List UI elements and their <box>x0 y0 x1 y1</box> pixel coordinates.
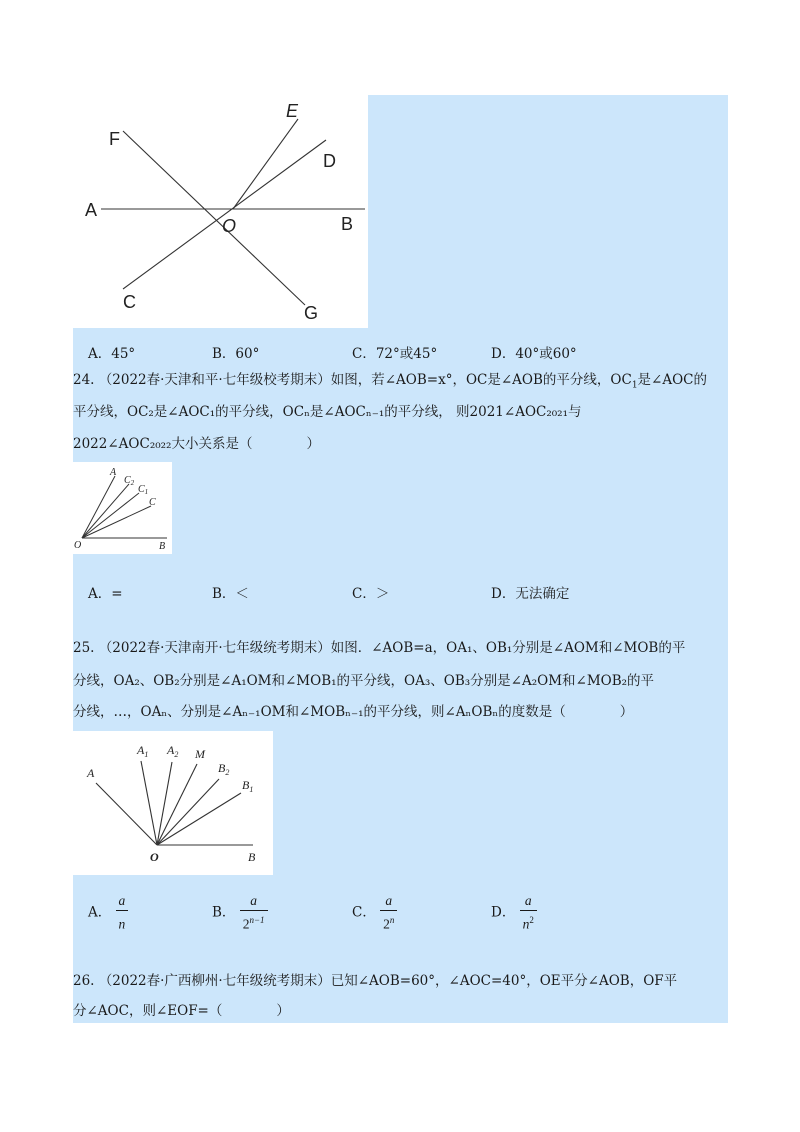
q24-option-c: C．＞ <box>352 586 390 602</box>
q25-option-c: C． $\frac{a}{2^n}$ <box>352 892 397 934</box>
q24-line-2: 平分线，OC₂是∠AOC₁的平分线，OCₙ是∠AOCₙ₋₁的平分线， 则2021∠AOC₂₀₂₁与 <box>73 404 582 420</box>
q26-line-1: 26. （2022春·广西柳州·七年级统考期末）已知∠AOB=60°，∠AOC=40°，OE平分∠AOB，OF平 <box>73 973 678 989</box>
label-G: G <box>304 303 319 323</box>
label-B: B <box>159 541 166 552</box>
label-A: A <box>85 200 98 220</box>
label-C2: $C_2$ <box>124 475 135 487</box>
label-F: F <box>109 129 120 149</box>
q25-option-a: A． $\frac{a}{n}$ <box>88 892 128 934</box>
label-M: M <box>195 747 205 761</box>
question-source: （2022春·天津和平·七年级校考期末） <box>98 372 331 388</box>
q23-option-a: A．45° <box>88 346 136 362</box>
question-number: 25. <box>73 640 95 656</box>
question-source: （2022春·广西柳州·七年级统考期末） <box>98 973 331 989</box>
label-O: O <box>150 850 159 864</box>
highlight-block-top <box>368 95 728 329</box>
q24-option-b: B．＜ <box>212 586 249 602</box>
q23-option-d: D．40°或60° <box>491 346 577 362</box>
q24-line-3: 2022∠AOC₂₀₂₂大小关系是（ ） <box>73 436 320 452</box>
label-D: D <box>323 151 336 171</box>
q24-option-a: A．= <box>88 586 123 602</box>
question-source: （2022春·天津南开·七年级统考期末） <box>98 640 331 656</box>
q24-line-1: 24. （2022春·天津和平·七年级校考期末）如图，若∠AOB=x°，OC是∠AOB的平分线，$OC_1$是∠AOC的 <box>73 372 708 391</box>
label-O: O <box>222 216 237 236</box>
label-B2: $B_2$ <box>218 761 230 777</box>
figure-angle-bisectors-25 <box>73 731 273 875</box>
label-O: O <box>74 540 82 551</box>
q23-option-c: C．72°或45° <box>352 346 438 362</box>
label-C: C <box>123 292 136 312</box>
q24-option-d: D．无法确定 <box>491 586 570 602</box>
figure-angle-bisectors-24 <box>73 462 172 554</box>
label-C1: $C_1$ <box>138 484 149 496</box>
label-A1: $A_1$ <box>137 743 149 759</box>
label-B: B <box>341 214 354 234</box>
q25-line-3: 分线，…，OAₙ、分别是∠Aₙ₋₁OM和∠MOBₙ₋₁的平分线，则∠AₙOBₙ的度数是（ ） <box>73 704 634 720</box>
label-B: B <box>248 850 256 864</box>
q25-option-b: B． $\frac{a}{2^{n-1}}$ <box>212 892 268 934</box>
label-C: C <box>149 497 156 508</box>
label-A: A <box>110 467 117 478</box>
label-A2: $A_2$ <box>167 743 179 759</box>
question-number: 24. <box>73 372 95 388</box>
q25-option-d: D． $\frac{a}{n^2}$ <box>491 892 537 934</box>
label-B1: $B_1$ <box>242 778 254 794</box>
q25-line-1: 25. （2022春·天津南开·七年级统考期末）如图．∠AOB=a，OA₁、OB₁分别是∠AOM和∠MOB的平 <box>73 640 686 656</box>
label-E: E <box>286 101 299 121</box>
q26-line-2: 分∠AOC，则∠EOF=（ ） <box>73 1003 290 1019</box>
q23-option-b: B．60° <box>212 346 260 362</box>
label-A: A <box>87 766 95 780</box>
q25-line-2: 分线，OA₂、OB₂分别是∠A₁OM和∠MOB₁的平分线，OA₃、OB₃分别是∠A₂OM和∠MOB₂的平 <box>73 673 655 689</box>
figure-angles-23 <box>73 95 368 328</box>
question-number: 26. <box>73 973 95 989</box>
